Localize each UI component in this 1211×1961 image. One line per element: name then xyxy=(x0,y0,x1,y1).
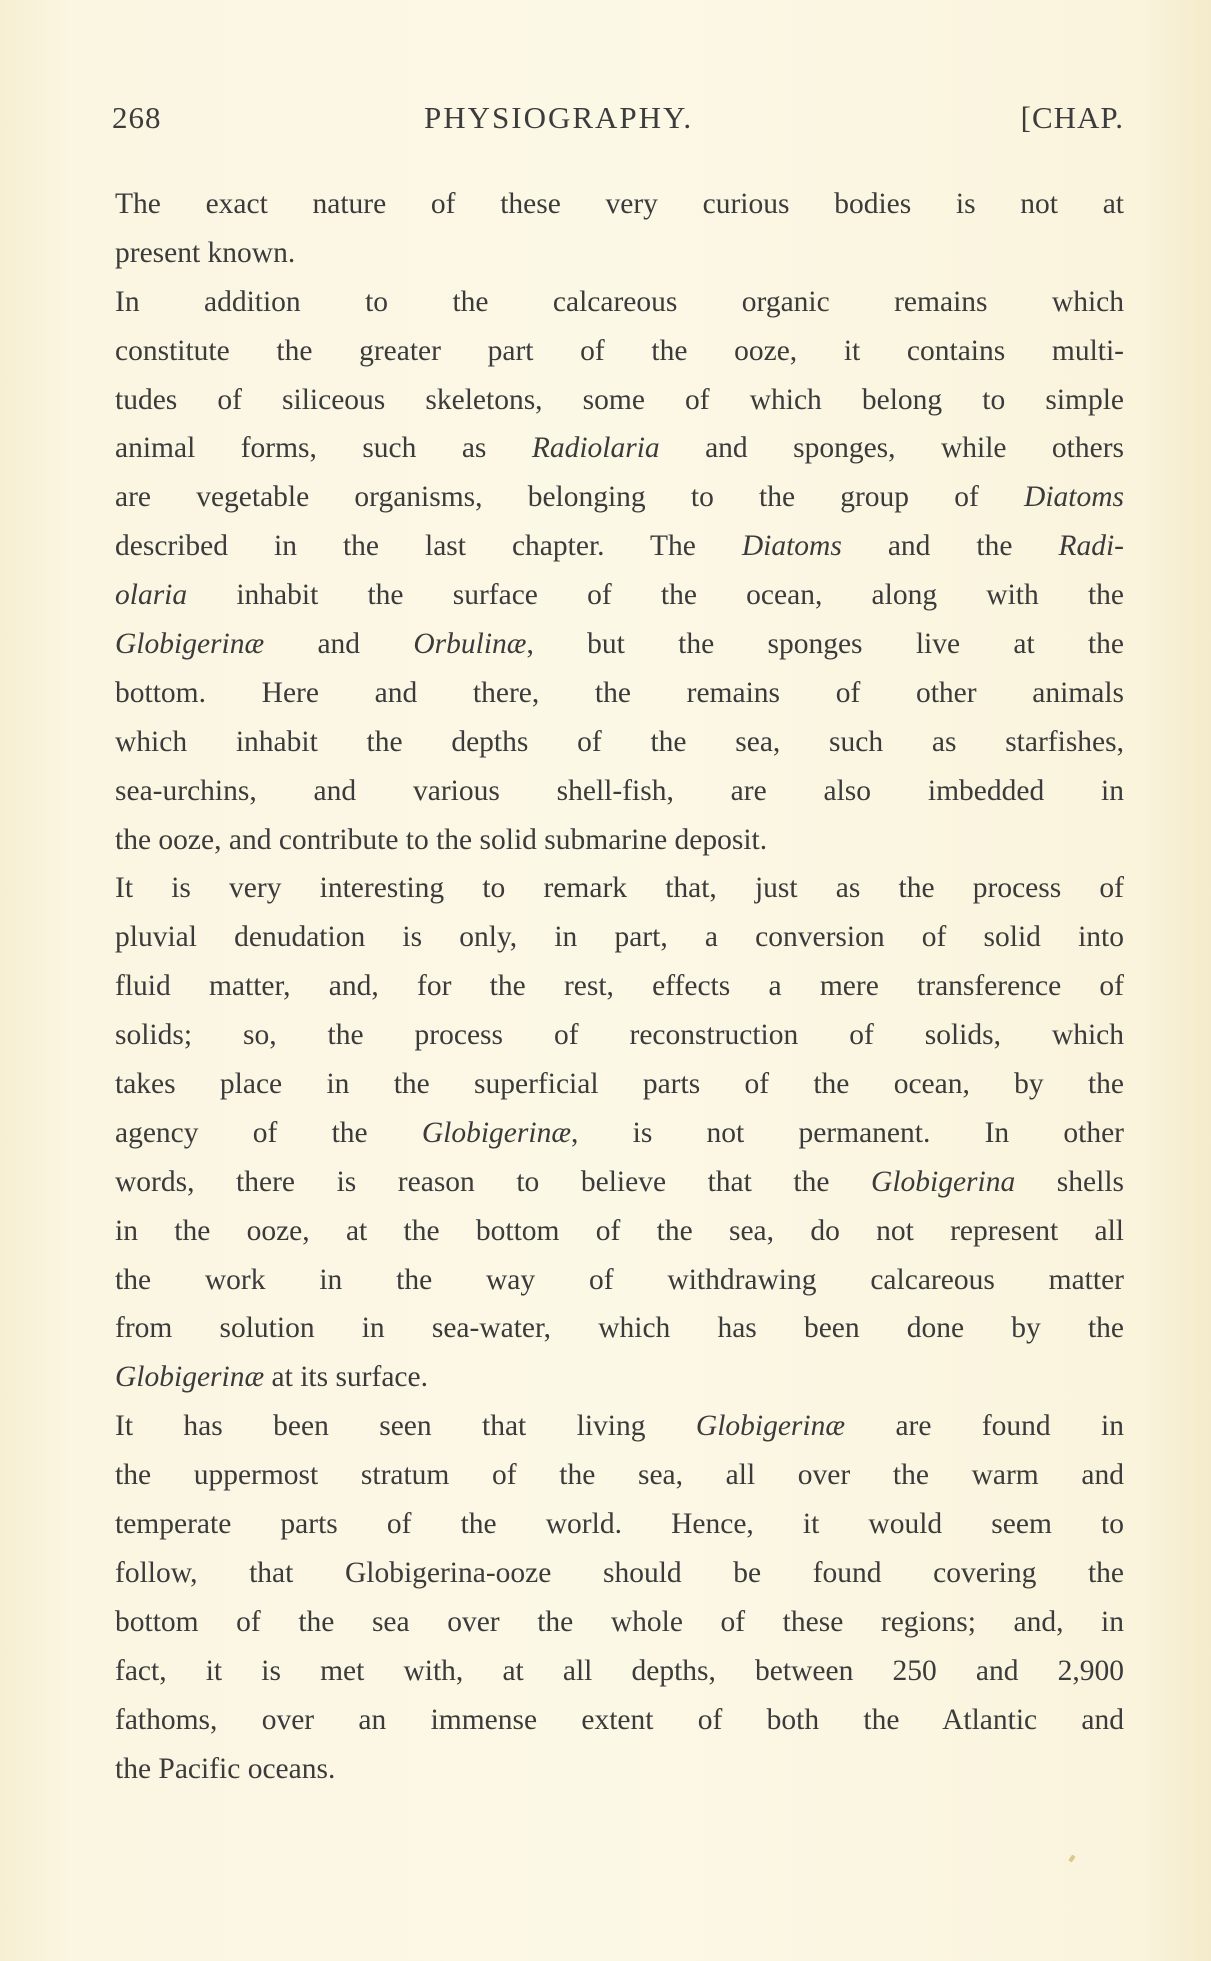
italic-term: Radi- xyxy=(1058,530,1124,563)
text-line xyxy=(115,1647,1124,1696)
text-segment: fluid matter, and, for the rest, effects a mere transference of xyxy=(115,970,1124,1003)
text-line xyxy=(115,1256,1124,1305)
text-segment: fact, it is met with, at all depths, between 250 and 2,900 xyxy=(115,1654,1124,1687)
text-line xyxy=(115,229,1124,278)
text-segment: tudes of siliceous skeletons, some of which belong to simple xyxy=(115,383,1124,416)
text-line xyxy=(115,816,1124,865)
italic-term: Globigerinæ xyxy=(115,1361,265,1394)
text-segment: inhabit the surface of the ocean, along with the xyxy=(187,579,1124,612)
text-segment: It has been seen that living xyxy=(115,1410,696,1443)
text-segment: constitute the greater part of the ooze, it contains multi- xyxy=(115,334,1124,367)
text-line xyxy=(115,473,1124,522)
text-segment: bottom of the sea over the whole of these regions; and, in xyxy=(115,1605,1124,1638)
text-segment: It is very interesting to remark that, just as the process of xyxy=(115,872,1124,905)
text-line xyxy=(115,1745,1124,1794)
text-segment: , is not permanent. In other xyxy=(571,1116,1124,1149)
text-line xyxy=(115,913,1124,962)
text-segment: fathoms, over an immense extent of both the Atlantic and xyxy=(115,1703,1124,1736)
text-segment: pluvial denudation is only, in part, a conversion of solid into xyxy=(115,921,1124,954)
text-line xyxy=(115,278,1124,327)
italic-term: Globigerinæ xyxy=(115,628,265,661)
text-segment: temperate parts of the world. Hence, it would seem to xyxy=(115,1508,1124,1541)
chapter-mark: [CHAP. xyxy=(1020,100,1124,135)
text-segment: at its surface. xyxy=(264,1361,428,1394)
text-segment: , but the sponges live at the xyxy=(526,628,1125,661)
text-line xyxy=(115,669,1124,718)
text-line xyxy=(115,424,1124,473)
text-line xyxy=(115,1304,1124,1353)
text-segment: and xyxy=(264,628,414,661)
text-line xyxy=(115,864,1124,913)
text-segment: takes place in the superficial parts of the ocean, by the xyxy=(115,1068,1124,1101)
text-segment: are found in xyxy=(845,1410,1125,1443)
text-segment: The exact nature of these very curious bodies is not at xyxy=(115,188,1124,220)
text-line xyxy=(115,1109,1124,1158)
text-line xyxy=(115,1500,1124,1549)
text-line xyxy=(115,1549,1124,1598)
italic-term: Globigerinæ xyxy=(421,1116,572,1149)
text-segment: present known. xyxy=(115,236,296,269)
italic-term: Diatoms xyxy=(1024,481,1124,514)
italic-term: Diatoms xyxy=(741,530,842,563)
text-segment: are vegetable organisms, belonging to the group of xyxy=(115,481,1025,514)
italic-term: Orbulinæ xyxy=(413,628,527,661)
text-line xyxy=(115,180,1124,229)
paper-speck xyxy=(1068,1854,1075,1862)
page-header xyxy=(112,100,1124,150)
text-segment: which inhabit the depths of the sea, such as starfishes, xyxy=(115,725,1124,758)
text-line xyxy=(115,1060,1124,1109)
text-line xyxy=(115,571,1124,620)
italic-term: Globigerinæ xyxy=(695,1410,846,1443)
body-text xyxy=(115,180,1124,1793)
text-line xyxy=(115,1011,1124,1060)
text-line xyxy=(115,1158,1124,1207)
text-line xyxy=(115,1598,1124,1647)
text-segment: the work in the way of withdrawing calcareous matter xyxy=(115,1263,1124,1296)
page-number: 268 xyxy=(112,100,162,135)
text-line xyxy=(115,1451,1124,1500)
text-line xyxy=(115,718,1124,767)
text-line xyxy=(115,620,1124,669)
text-segment: animal forms, such as xyxy=(115,432,532,465)
text-segment: bottom. Here and there, the remains of other animals xyxy=(115,676,1124,709)
text-segment: described in the last chapter. The xyxy=(115,530,742,563)
text-segment: solids; so, the process of reconstruction of solids, which xyxy=(115,1019,1124,1052)
running-title: PHYSIOGRAPHY. xyxy=(424,100,694,135)
text-segment: the uppermost stratum of the sea, all over the warm and xyxy=(115,1459,1124,1492)
italic-term: Radiolaria xyxy=(531,432,660,465)
text-line xyxy=(115,767,1124,816)
text-line xyxy=(115,522,1124,571)
text-segment: in the ooze, at the bottom of the sea, do not represent all xyxy=(115,1214,1124,1247)
text-segment: agency of the xyxy=(115,1116,422,1149)
text-segment: follow, that Globigerina-ooze should be found covering the xyxy=(115,1556,1124,1589)
italic-term: Globigerina xyxy=(871,1165,1016,1198)
text-segment: words, there is reason to believe that the xyxy=(115,1165,872,1198)
text-segment: and the xyxy=(841,530,1059,563)
text-line xyxy=(115,327,1124,376)
text-segment: sea-urchins, and various shell-fish, are also imbedded in xyxy=(115,774,1124,807)
text-line xyxy=(115,376,1124,425)
text-segment: shells xyxy=(1015,1165,1124,1198)
italic-term: olaria xyxy=(115,579,188,612)
text-segment: In addition to the calcareous organic remains which xyxy=(115,285,1124,318)
text-segment: the ooze, and contribute to the solid submarine deposit. xyxy=(115,823,768,856)
text-line xyxy=(115,962,1124,1011)
text-line xyxy=(115,1207,1124,1256)
text-segment: the Pacific oceans. xyxy=(115,1752,336,1785)
text-line xyxy=(115,1353,1124,1402)
text-line xyxy=(115,1696,1124,1745)
text-segment: from solution in sea-water, which has been done by the xyxy=(115,1312,1124,1345)
text-segment: and sponges, while others xyxy=(659,432,1124,465)
text-line xyxy=(115,1402,1124,1451)
